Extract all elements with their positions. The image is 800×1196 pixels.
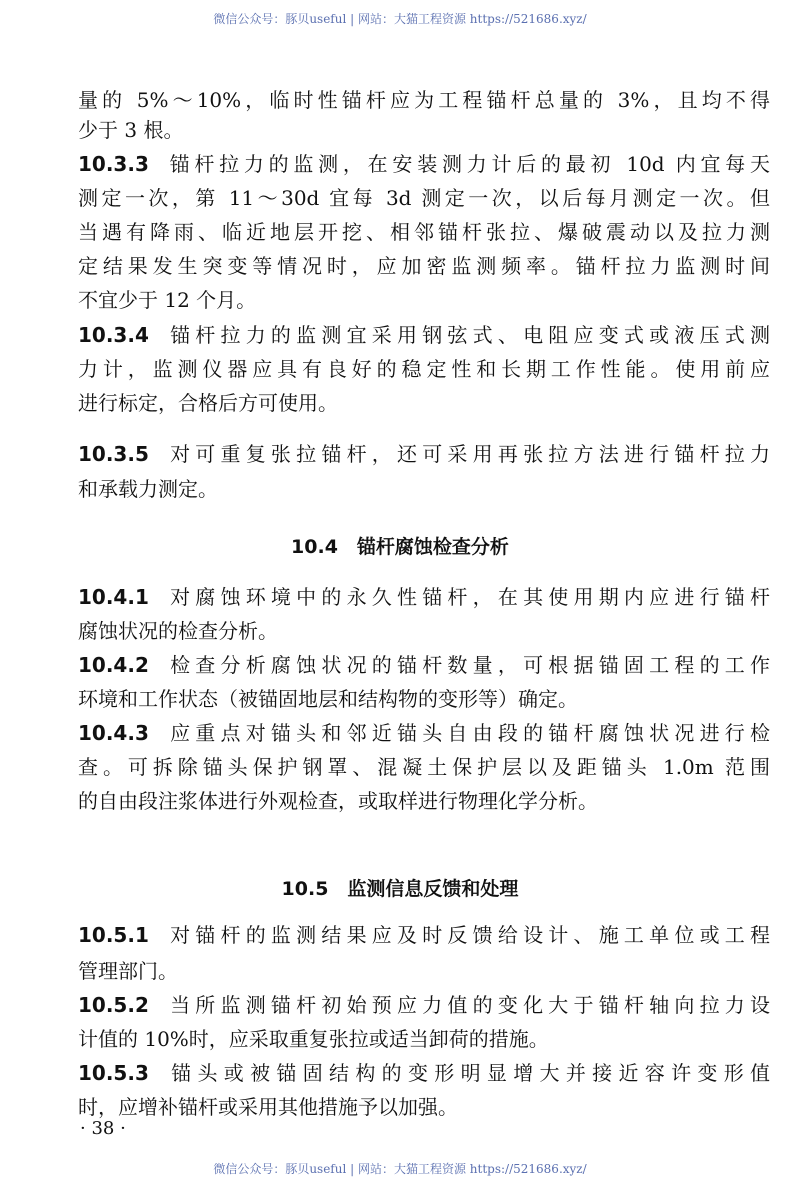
clause-10-5-2 — [78, 991, 770, 1019]
clause-10-3-3 — [78, 150, 770, 178]
clause-10-4-2 — [78, 651, 770, 679]
clause-10-3-4 — [78, 321, 770, 349]
section-heading-10-4: 10.4 锚杆腐蚀检查分析 — [291, 536, 509, 558]
text-line: 对腐蚀环境中的永久性锚杆，在其使用期内应进行锚杆 — [164, 585, 770, 609]
text-line: 环境和工作状态（被锚固地层和结构物的变形等）确定。 — [78, 687, 578, 711]
text-line: 的自由段注浆体进行外观检查，或取样进行物理化学分析。 — [78, 789, 598, 813]
text-line: 定结果发生突变等情况时，应加密监测频率。锚杆拉力监测时间 — [78, 254, 770, 278]
watermark-header: 微信公众号：豚贝useful | 网站：大猫工程资源 https://521686.xyz/ — [213, 12, 587, 26]
text-line: 检查分析腐蚀状况的锚杆数量，可根据锚固工程的工作 — [164, 653, 770, 677]
text-line: 腐蚀状况的检查分析。 — [78, 619, 278, 643]
clause-number: 10.4.2 — [78, 653, 149, 677]
clause-10-4-3 — [78, 719, 770, 747]
clause-10-3-5 — [78, 440, 770, 468]
clause-number: 10.3.5 — [78, 442, 149, 466]
text-line: 当遇有降雨、临近地层开挖、相邻锚杆张拉、爆破震动以及拉力测 — [78, 220, 770, 244]
section-heading-10-5: 10.5 监测信息反馈和处理 — [281, 878, 519, 900]
text-line: 少于 3 根。 — [78, 118, 184, 142]
text-line: 锚头或被锚固结构的变形明显增大并接近容许变形值 — [164, 1061, 770, 1085]
text-line: 计值的 10%时，应采取重复张拉或适当卸荷的措施。 — [78, 1027, 549, 1051]
text-line: 和承载力测定。 — [78, 477, 218, 501]
text-line: 管理部门。 — [78, 959, 178, 983]
clause-number: 10.5.2 — [78, 993, 149, 1017]
text-line: 测定一次，第 11～30d 宜每 3d 测定一次，以后每月测定一次。但 — [78, 186, 770, 210]
text-line: 量的 5%～10%，临时性锚杆应为工程锚杆总量的 3%，且均不得 — [78, 88, 770, 112]
clause-number: 10.4.3 — [78, 721, 149, 745]
clause-number: 10.5.3 — [78, 1061, 149, 1085]
text-line: 查。可拆除锚头保护钢罩、混凝土保护层以及距锚头 1.0m 范围 — [78, 755, 770, 779]
page-number: · 38 · — [80, 1118, 126, 1139]
text-line: 时，应增补锚杆或采用其他措施予以加强。 — [78, 1095, 458, 1119]
clause-number: 10.5.1 — [78, 923, 149, 947]
text-line: 对可重复张拉锚杆，还可采用再张拉方法进行锚杆拉力 — [164, 442, 770, 466]
text-line: 对锚杆的监测结果应及时反馈给设计、施工单位或工程 — [164, 923, 770, 947]
watermark-footer: 微信公众号：豚贝useful | 网站：大猫工程资源 https://521686.xyz/ — [213, 1162, 587, 1176]
clause-10-5-3 — [78, 1059, 770, 1087]
clause-number: 10.3.3 — [78, 152, 149, 176]
text-line: 力计，监测仪器应具有良好的稳定性和长期工作性能。使用前应 — [78, 357, 770, 381]
clause-10-4-1 — [78, 583, 770, 611]
text-line: 锚杆拉力的监测，在安装测力计后的最初 10d 内宜每天 — [164, 152, 770, 176]
text-line: 不宜少于 12 个月。 — [78, 288, 257, 312]
text-line: 应重点对锚头和邻近锚头自由段的锚杆腐蚀状况进行检 — [164, 721, 770, 745]
text-line: 当所监测锚杆初始预应力值的变化大于锚杆轴向拉力设 — [164, 993, 770, 1017]
clause-number: 10.4.1 — [78, 585, 149, 609]
clause-number: 10.3.4 — [78, 323, 149, 347]
text-line: 锚杆拉力的监测宜采用钢弦式、电阻应变式或液压式测 — [164, 323, 770, 347]
text-line: 进行标定，合格后方可使用。 — [78, 391, 338, 415]
clause-10-5-1 — [78, 921, 770, 949]
